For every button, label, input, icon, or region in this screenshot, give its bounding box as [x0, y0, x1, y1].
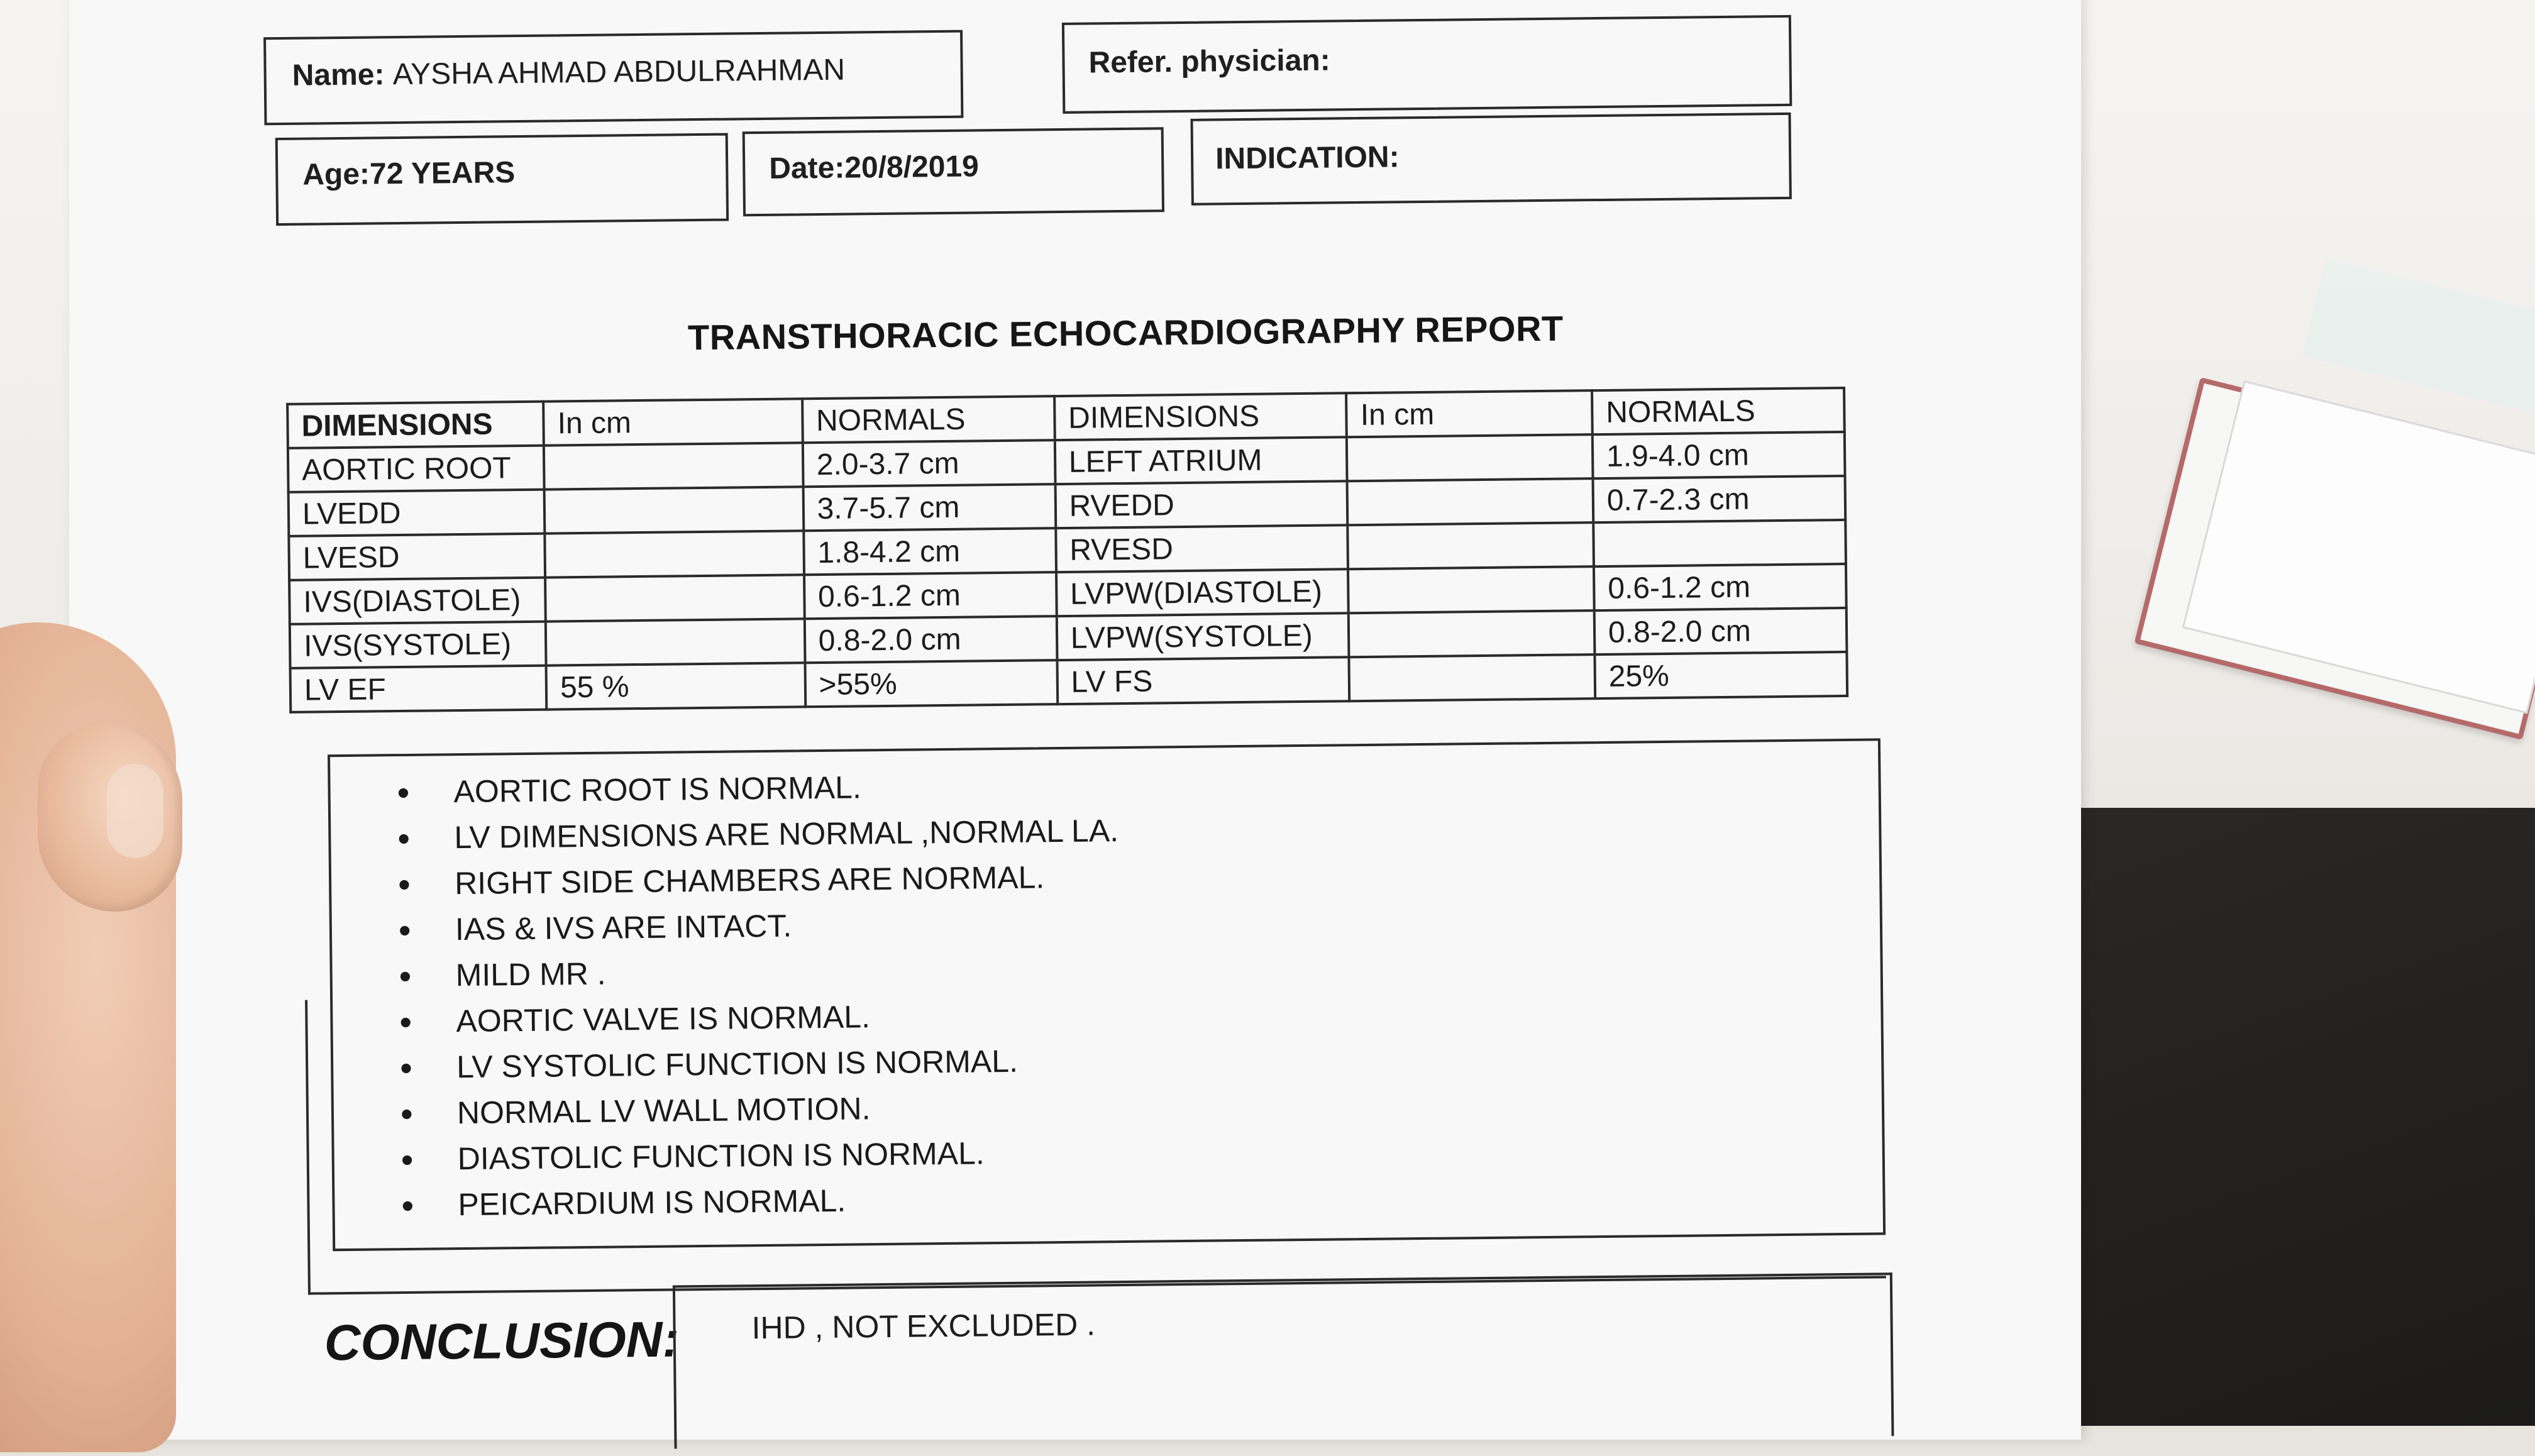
- table-cell: LVPW(SYSTOLE): [1056, 613, 1349, 660]
- table-cell: [1347, 478, 1593, 525]
- table-cell: [1348, 522, 1594, 569]
- table-cell: 1.9-4.0 cm: [1593, 432, 1845, 478]
- list-item: • AORTIC VALVE IS NORMAL.: [399, 991, 1120, 1045]
- header-cell: DIMENSIONS: [1054, 393, 1347, 440]
- table-cell: LVEDD: [289, 490, 545, 536]
- list-item: • RIGHT SIDE CHAMBERS ARE NORMAL.: [398, 854, 1119, 907]
- table-cell: LEFT ATRIUM: [1054, 437, 1347, 484]
- header-cell: NORMALS: [802, 396, 1055, 443]
- table-cell: 3.7-5.7 cm: [803, 484, 1056, 531]
- table-cell: 0.6-1.2 cm: [1594, 564, 1847, 610]
- findings-list: [397, 762, 1122, 1228]
- list-item: • NORMAL LV WALL MOTION.: [400, 1083, 1122, 1137]
- header-cell: DIMENSIONS: [287, 402, 544, 448]
- table-cell: 2.0-3.7 cm: [802, 440, 1055, 487]
- table-cell: RVESD: [1056, 525, 1348, 572]
- table-cell: >55%: [805, 660, 1058, 707]
- date-field: [769, 149, 979, 185]
- table-cell: [1348, 566, 1594, 613]
- table-cell: LV EF: [290, 666, 547, 712]
- table-cell: [1349, 610, 1594, 657]
- table-cell: IVS(SYSTOLE): [290, 622, 546, 668]
- table-cell: LVPW(DIASTOLE): [1056, 569, 1349, 616]
- table-cell: RVEDD: [1055, 481, 1347, 528]
- list-item: • DIASTOLIC FUNCTION IS NORMAL.: [400, 1129, 1122, 1183]
- age-value: 72 YEARS: [369, 156, 516, 191]
- table-cell: 0.8-2.0 cm: [1594, 608, 1847, 654]
- table-cell: IVS(DIASTOLE): [289, 578, 546, 624]
- thumbnail: [107, 764, 163, 858]
- conclusion-box: [673, 1272, 1894, 1448]
- list-item: • AORTIC ROOT IS NORMAL.: [397, 762, 1118, 815]
- name-label: Name:: [292, 58, 385, 92]
- date-value: 20/8/2019: [844, 150, 980, 185]
- table-cell: LV FS: [1057, 657, 1349, 704]
- table-cell: [1347, 434, 1593, 481]
- list-item: • LV SYSTOLIC FUNCTION IS NORMAL.: [400, 1037, 1121, 1091]
- table-cell: 25%: [1594, 652, 1847, 698]
- name-value: AYSHA AHMAD ABDULRAHMAN: [392, 53, 846, 92]
- table-cell: AORTIC ROOT: [288, 446, 544, 492]
- physician-label: Refer. physician:: [1088, 43, 1330, 80]
- report-title: TRANSTHORACIC ECHOCARDIOGRAPHY REPORT: [687, 308, 1564, 358]
- list-item: • IAS & IVS ARE INTACT.: [399, 900, 1120, 953]
- list-item: • LV DIMENSIONS ARE NORMAL ,NORMAL LA.: [397, 808, 1118, 861]
- table-cell: [544, 531, 804, 577]
- table-cell: 0.6-1.2 cm: [804, 572, 1057, 619]
- list-item: • MILD MR .: [399, 946, 1120, 999]
- list-item: • PEICARDIUM IS NORMAL.: [401, 1175, 1122, 1228]
- conclusion-label: CONCLUSION:: [324, 1311, 680, 1371]
- header-cell: In cm: [1346, 390, 1592, 437]
- header-cell: In cm: [543, 399, 802, 445]
- table-cell: LVESD: [289, 534, 545, 580]
- table-cell: [1593, 520, 1846, 566]
- indication-label: INDICATION:: [1215, 140, 1400, 176]
- date-label: Date:: [768, 151, 845, 185]
- outer-frame-left: [305, 1000, 311, 1295]
- dimensions-table: [286, 387, 1848, 714]
- header-cell: NORMALS: [1592, 388, 1845, 434]
- table-cell: [1349, 654, 1595, 701]
- table-cell: [544, 443, 803, 489]
- table-cell: 55 %: [546, 663, 805, 709]
- age-field: [302, 155, 515, 192]
- age-label: Age:: [302, 157, 370, 192]
- table-cell: [545, 575, 804, 621]
- table-cell: [546, 619, 805, 665]
- table-cell: 0.7-2.3 cm: [1593, 476, 1845, 522]
- conclusion-text: IHD , NOT EXCLUDED .: [751, 1306, 1096, 1346]
- name-field: [292, 53, 845, 93]
- table-cell: 0.8-2.0 cm: [804, 616, 1057, 663]
- table-cell: 1.8-4.2 cm: [804, 528, 1056, 575]
- table-cell: [544, 487, 804, 533]
